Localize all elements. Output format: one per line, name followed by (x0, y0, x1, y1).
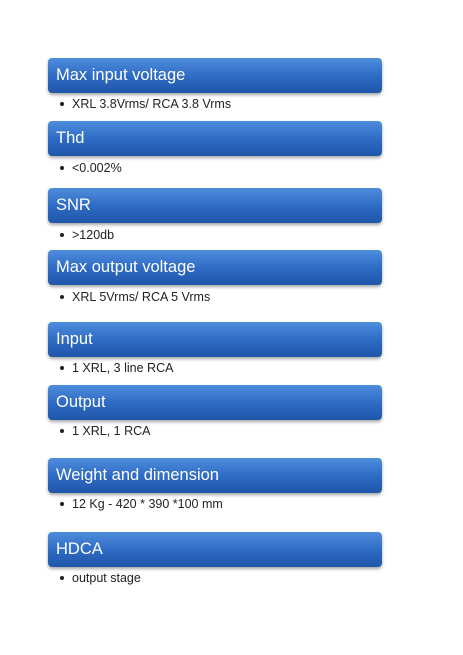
spec-header: Output (48, 385, 382, 420)
spec-header: Max output voltage (48, 250, 382, 285)
spec-bullet-row (60, 96, 231, 112)
spec-header: Input (48, 322, 382, 357)
spec-bullet-row (60, 570, 141, 586)
spec-bullet-text: XRL 3.8Vrms/ RCA 3.8 Vrms (72, 97, 232, 111)
spec-header: HDCA (48, 532, 382, 567)
bullet-icon (60, 576, 64, 580)
spec-block-max-output-voltage (48, 250, 382, 304)
spec-bullet-text: 1 XRL, 3 line RCA (72, 361, 174, 375)
spec-block-max-input-voltage (48, 58, 382, 111)
bullet-icon (60, 233, 64, 237)
spec-block-hdca (48, 532, 382, 585)
spec-bullet-row (60, 360, 173, 376)
spec-bullet-row (60, 496, 223, 512)
bullet-icon (60, 295, 64, 299)
spec-block-weight-and-dimension (48, 458, 382, 511)
spec-bullet-row (60, 423, 151, 439)
spec-bullet-text: XRL 5Vrms/ RCA 5 Vrms (72, 290, 211, 304)
spec-bullet-text: <0.002% (72, 161, 122, 175)
spec-header: Weight and dimension (48, 458, 382, 493)
spec-block-snr (48, 188, 382, 242)
spec-block-output (48, 385, 382, 438)
spec-bullet-text: >120db (72, 228, 115, 242)
bullet-icon (60, 429, 64, 433)
spec-header: Max input voltage (48, 58, 382, 93)
spec-bullet-text: output stage (72, 571, 141, 585)
spec-header: SNR (48, 188, 382, 223)
bullet-icon (60, 166, 64, 170)
spec-bullet-text: 1 XRL, 1 RCA (72, 424, 151, 438)
bullet-icon (60, 502, 64, 506)
bullet-icon (60, 366, 64, 370)
spec-bullet-row (60, 289, 210, 305)
spec-header: Thd (48, 121, 382, 156)
spec-block-input (48, 322, 382, 375)
spec-bullet-row (60, 160, 122, 176)
bullet-icon (60, 102, 64, 106)
spec-block-thd (48, 121, 382, 175)
spec-bullet-text: 12 Kg - 420 * 390 *100 mm (72, 497, 223, 511)
spec-bullet-row (60, 227, 114, 243)
